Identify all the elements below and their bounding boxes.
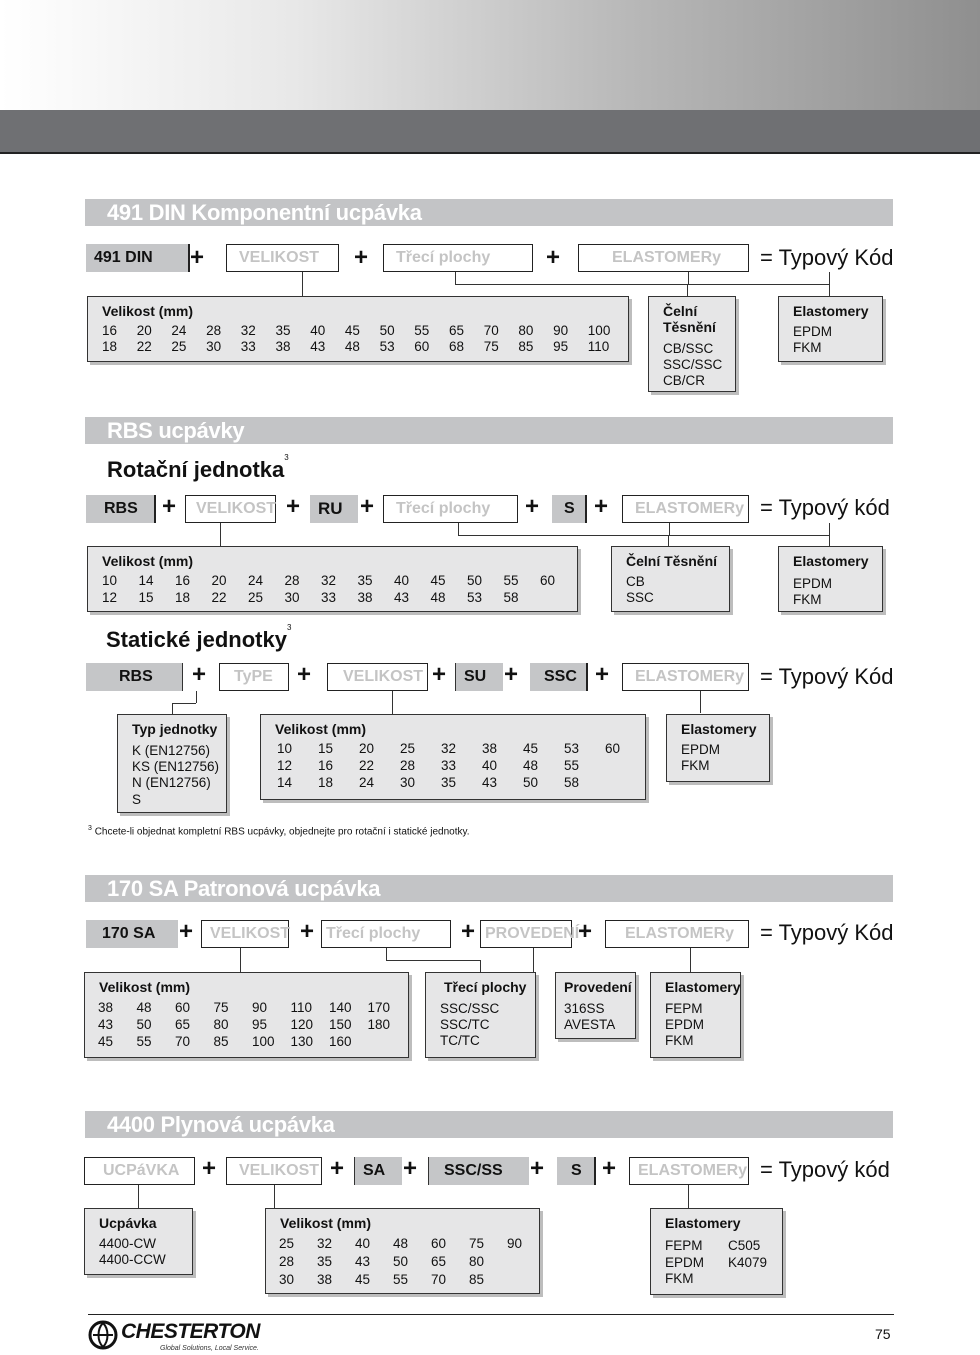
list-item: FKM <box>665 1033 694 1048</box>
type-box <box>117 714 227 813</box>
list-item: EPDM <box>665 1255 705 1270</box>
pill-velikost: VELIKOST <box>226 244 339 272</box>
size-value: 32 <box>321 573 337 588</box>
size-value: 16 <box>318 758 334 773</box>
size-value: 60 <box>431 1236 447 1251</box>
size-value: 16 <box>102 323 118 338</box>
size-value: 25 <box>279 1236 295 1251</box>
section-title-491din: 491 DIN Komponentní ucpávka <box>85 199 893 226</box>
size-value: 25 <box>171 339 187 354</box>
size-value: 170 <box>367 1000 391 1015</box>
size-value: 43 <box>310 339 326 354</box>
list-item: AVESTA <box>564 1017 616 1032</box>
elastomer-box <box>666 714 770 782</box>
size-value: 30 <box>206 339 222 354</box>
footnote-mark: 3 <box>88 825 92 832</box>
pill-velikost: VELIKOST <box>185 495 276 523</box>
plus-sign: + <box>530 1155 545 1182</box>
chesterton-logo-icon <box>88 1320 118 1350</box>
pill-ssc-ss: SSC/SS <box>428 1157 529 1185</box>
result-code: = Typový kód <box>760 1157 890 1182</box>
pill-type: TyPE <box>219 663 289 691</box>
connector <box>386 948 481 961</box>
size-value: 50 <box>523 775 539 790</box>
list-item: SSC <box>626 590 654 605</box>
size-value: 50 <box>393 1254 409 1269</box>
pill-ucpavka: UCPáVKA <box>84 1157 195 1185</box>
footnote <box>88 825 470 837</box>
list-item: S <box>132 792 142 807</box>
size-value: 18 <box>318 775 334 790</box>
size-value: 48 <box>430 590 446 605</box>
plus-sign: + <box>525 493 540 520</box>
connector <box>480 960 481 972</box>
connector <box>458 523 670 536</box>
plus-sign: + <box>300 918 315 945</box>
size-value: 38 <box>275 339 291 354</box>
size-value: 55 <box>136 1034 152 1049</box>
size-value: 75 <box>213 1000 229 1015</box>
plus-sign: + <box>202 1155 217 1182</box>
list-item: 4400-CW <box>99 1236 157 1251</box>
size-box <box>87 546 578 612</box>
box-title: Velikost (mm) <box>275 721 367 737</box>
list-item: TC/TC <box>440 1033 480 1048</box>
size-value: 38 <box>317 1272 333 1287</box>
size-value: 53 <box>467 590 483 605</box>
brand-name: CHESTERTON <box>121 1320 260 1343</box>
size-value: 80 <box>213 1017 229 1032</box>
result-code: = Typový kód <box>760 495 890 520</box>
size-value: 43 <box>98 1017 114 1032</box>
plus-sign: + <box>602 1155 617 1182</box>
size-value: 180 <box>367 1017 391 1032</box>
size-value: 55 <box>564 758 580 773</box>
size-value: 18 <box>102 339 118 354</box>
box-title: Provedení <box>564 979 632 995</box>
pill-rbs: RBS <box>86 663 183 691</box>
size-value: 150 <box>329 1017 352 1032</box>
pill-170sa: 170 SA <box>86 920 178 948</box>
box-title: Třecí plochy <box>444 979 527 995</box>
connector <box>196 691 197 703</box>
size-value: 160 <box>329 1034 352 1049</box>
size-value: 33 <box>240 339 256 354</box>
pill-velikost: VELIKOST <box>327 663 428 691</box>
box-title: Čelní Těsnění <box>626 553 718 569</box>
size-value: 28 <box>284 573 300 588</box>
result-code: = Typový Kód <box>760 245 894 270</box>
size-value: 55 <box>393 1272 409 1287</box>
connector <box>302 272 303 296</box>
size-value: 12 <box>277 758 293 773</box>
pill-treci-plochy: Třecí plochy <box>321 920 451 948</box>
size-value: 22 <box>211 590 227 605</box>
result-code: = Typový Kód <box>760 664 894 689</box>
list-item: SSC/SSC <box>663 357 723 372</box>
connector <box>690 948 691 972</box>
size-value: 100 <box>587 323 611 338</box>
subtitle-text: Rotační jednotka <box>107 457 285 482</box>
size-value: 14 <box>138 573 154 588</box>
plus-sign: + <box>546 244 561 271</box>
size-value: 35 <box>357 573 373 588</box>
pill-su: SU <box>455 663 503 691</box>
header-bar <box>0 110 980 154</box>
plus-sign: + <box>578 918 593 945</box>
size-value: 75 <box>469 1236 485 1251</box>
size-value: 22 <box>359 758 375 773</box>
size-value: 80 <box>518 323 534 338</box>
size-value: 58 <box>503 590 519 605</box>
list-item: FKM <box>665 1271 694 1286</box>
size-box <box>84 972 409 1058</box>
pill-491din: 491 DIN <box>86 244 188 272</box>
subtitle-static <box>106 623 292 653</box>
size-value: 50 <box>467 573 483 588</box>
list-item: CB <box>626 574 645 589</box>
box-title: Čelní <box>663 303 698 319</box>
list-item: SSC/SSC <box>440 1001 500 1016</box>
plus-sign: + <box>360 493 375 520</box>
pill-velikost: VELIKOST <box>226 1157 322 1185</box>
plus-sign: + <box>286 493 301 520</box>
size-value: 32 <box>317 1236 333 1251</box>
size-value: 48 <box>344 339 360 354</box>
pill-s: S <box>557 1157 594 1185</box>
size-value: 45 <box>98 1034 114 1049</box>
connector <box>668 535 669 546</box>
size-value: 55 <box>503 573 519 588</box>
connector <box>274 1185 275 1208</box>
plus-sign: + <box>179 918 194 945</box>
pill-sa: SA <box>354 1157 402 1185</box>
size-value: 43 <box>482 775 498 790</box>
subtitle-rotary <box>107 453 289 483</box>
size-value: 15 <box>318 741 334 756</box>
box-title: Elastomery <box>665 979 741 995</box>
list-item: CB/CR <box>663 373 706 388</box>
list-item: EPDM <box>793 576 833 591</box>
list-item: EPDM <box>681 742 721 757</box>
size-value: 28 <box>206 323 222 338</box>
size-value: 28 <box>400 758 416 773</box>
pill-rbs: RBS <box>86 495 154 523</box>
box-title: Typ jednotky <box>132 721 218 737</box>
size-value: 90 <box>553 323 569 338</box>
size-value: 35 <box>275 323 291 338</box>
size-value: 43 <box>394 590 410 605</box>
box-title: Velikost (mm) <box>99 979 191 995</box>
size-value: 120 <box>290 1017 314 1032</box>
section-title-4400: 4400 Plynová ucpávka <box>85 1111 893 1138</box>
connector <box>829 523 830 546</box>
size-value: 22 <box>136 339 152 354</box>
pill-ru: RU <box>310 495 358 523</box>
list-item: FEPM <box>665 1238 703 1253</box>
box-title: Ucpávka <box>99 1215 157 1231</box>
plus-sign: + <box>504 661 519 688</box>
pill-elastomery: ELASTOMERy <box>622 495 749 523</box>
box-title: Elastomery <box>681 721 757 737</box>
face-box <box>425 972 536 1058</box>
size-value: 32 <box>441 741 457 756</box>
size-value: 85 <box>518 339 534 354</box>
box-title: Elastomery <box>793 303 869 319</box>
list-item: FKM <box>793 340 822 355</box>
plus-sign: + <box>354 244 369 271</box>
execution-box <box>555 972 636 1039</box>
list-item: SSC/TC <box>440 1017 490 1032</box>
connector <box>829 272 830 296</box>
list-item: FEPM <box>665 1001 703 1016</box>
size-value: 30 <box>400 775 416 790</box>
size-value: 18 <box>175 590 191 605</box>
size-value: 70 <box>483 323 499 338</box>
subtitle-text: Statické jednotky <box>106 627 287 652</box>
size-value: 30 <box>279 1272 295 1287</box>
face-seal-box <box>648 296 736 392</box>
size-value: 20 <box>136 323 152 338</box>
size-value: 32 <box>240 323 256 338</box>
size-value: 45 <box>355 1272 371 1287</box>
elastomer-box <box>650 972 741 1058</box>
elastomer-box <box>778 296 883 362</box>
box-title: Velikost (mm) <box>102 303 194 319</box>
connector <box>687 284 829 285</box>
size-value: 90 <box>507 1236 523 1251</box>
footer-rule <box>88 1314 894 1315</box>
size-value: 15 <box>138 590 154 605</box>
size-value: 35 <box>317 1254 333 1269</box>
box-title: Těsnění <box>663 319 716 335</box>
plus-sign: + <box>162 493 177 520</box>
pill-treci-plochy: Třecí plochy <box>383 244 533 272</box>
size-value: 40 <box>355 1236 371 1251</box>
size-value: 20 <box>359 741 375 756</box>
footnote-text: Chcete-li objednat kompletní RBS ucpávky, objednejte pro rotační i statické jednotky. <box>94 826 470 838</box>
size-value: 50 <box>379 323 395 338</box>
size-value: 58 <box>564 775 580 790</box>
plus-sign: + <box>461 918 476 945</box>
size-value: 110 <box>290 1000 313 1015</box>
size-value: 50 <box>136 1017 152 1032</box>
size-value: 14 <box>277 775 293 790</box>
size-value: 53 <box>564 741 580 756</box>
size-value: 70 <box>431 1272 447 1287</box>
connector <box>455 272 689 285</box>
result-code: = Typový Kód <box>760 920 894 945</box>
size-value: 43 <box>355 1254 371 1269</box>
plus-sign: + <box>594 493 609 520</box>
plus-sign: + <box>432 661 447 688</box>
size-value: 48 <box>523 758 539 773</box>
size-box <box>265 1208 540 1294</box>
size-value: 25 <box>248 590 264 605</box>
elastomer-box <box>778 546 883 612</box>
connector <box>240 948 241 972</box>
size-value: 110 <box>587 339 610 354</box>
pill-elastomery: ELASTOMERy <box>629 1157 749 1185</box>
size-value: 60 <box>414 339 430 354</box>
size-value: 40 <box>310 323 326 338</box>
size-value: 38 <box>482 741 498 756</box>
plus-sign: + <box>297 661 312 688</box>
pill-elastomery: ELASTOMERy <box>578 244 749 272</box>
size-box <box>260 714 646 800</box>
pill-ssc: SSC <box>530 663 586 691</box>
box-title: Velikost (mm) <box>102 553 194 569</box>
seal-box <box>84 1208 193 1275</box>
page-number: 75 <box>875 1326 891 1342</box>
size-value: 95 <box>252 1017 268 1032</box>
connector <box>220 523 221 546</box>
size-value: 38 <box>357 590 373 605</box>
pill-velikost: VELIKOST <box>201 920 289 948</box>
size-value: 80 <box>469 1254 485 1269</box>
list-item: EPDM <box>665 1017 705 1032</box>
size-value: 60 <box>540 573 556 588</box>
plus-sign: + <box>403 1155 418 1182</box>
box-title: Elastomery <box>793 553 869 569</box>
size-value: 24 <box>248 573 264 588</box>
header-gradient <box>0 0 980 110</box>
list-item: C505 <box>728 1238 761 1253</box>
size-value: 55 <box>414 323 430 338</box>
size-value: 24 <box>359 775 375 790</box>
list-item: FKM <box>793 592 822 607</box>
size-value: 60 <box>605 741 621 756</box>
size-value: 28 <box>279 1254 295 1269</box>
size-value: 33 <box>321 590 337 605</box>
size-value: 70 <box>175 1034 191 1049</box>
plus-sign: + <box>190 244 205 271</box>
brand-tagline: Global Solutions, Local Service. <box>160 1345 259 1352</box>
elastomer-box <box>650 1208 783 1295</box>
list-item: 316SS <box>564 1001 605 1016</box>
size-value: 85 <box>213 1034 229 1049</box>
size-value: 12 <box>102 590 118 605</box>
list-item: FKM <box>681 758 710 773</box>
list-item: EPDM <box>793 324 833 339</box>
footnote-mark: 3 <box>286 623 292 632</box>
plus-sign: + <box>192 661 207 688</box>
box-title: Elastomery <box>665 1215 741 1231</box>
pill-s: S <box>552 495 585 523</box>
connector <box>392 691 393 715</box>
plus-sign: + <box>595 661 610 688</box>
size-value: 30 <box>284 590 300 605</box>
size-value: 130 <box>290 1034 314 1049</box>
footnote-mark: 3 <box>284 453 289 462</box>
size-value: 140 <box>329 1000 352 1015</box>
size-value: 40 <box>482 758 498 773</box>
pill-elastomery: ELASTOMERy <box>622 663 749 691</box>
size-value: 38 <box>98 1000 114 1015</box>
list-item: K4079 <box>728 1255 768 1270</box>
size-value: 100 <box>252 1034 275 1049</box>
size-value: 10 <box>102 573 118 588</box>
size-value: 68 <box>449 339 465 354</box>
face-seal-box <box>611 546 730 612</box>
size-value: 45 <box>344 323 360 338</box>
plus-sign: + <box>330 1155 345 1182</box>
size-value: 65 <box>449 323 465 338</box>
connector <box>138 1185 139 1208</box>
size-value: 65 <box>175 1017 191 1032</box>
size-value: 65 <box>431 1254 447 1269</box>
connector <box>668 535 829 536</box>
size-value: 33 <box>441 758 457 773</box>
connector <box>700 691 701 713</box>
connector <box>687 272 829 284</box>
size-value: 95 <box>553 339 569 354</box>
size-value: 45 <box>430 573 446 588</box>
list-item: CB/SSC <box>663 341 714 356</box>
size-value: 10 <box>277 741 293 756</box>
size-value: 40 <box>394 573 410 588</box>
size-value: 24 <box>171 323 187 338</box>
connector <box>688 1185 689 1208</box>
size-value: 48 <box>393 1236 409 1251</box>
pill-treci-plochy: Třecí plochy <box>383 495 518 523</box>
pill-elastomery: ELASTOMERy <box>605 920 749 948</box>
size-value: 45 <box>523 741 539 756</box>
section-title-170sa: 170 SA Patronová ucpávka <box>85 875 893 902</box>
size-value: 20 <box>211 573 227 588</box>
size-value: 60 <box>175 1000 191 1015</box>
connector <box>687 284 688 296</box>
list-item: N (EN12756) <box>132 775 211 790</box>
connector <box>533 948 534 972</box>
size-value: 25 <box>400 741 416 756</box>
section-title-rbs: RBS ucpávky <box>85 417 893 444</box>
size-value: 90 <box>252 1000 268 1015</box>
size-value: 48 <box>136 1000 152 1015</box>
size-value: 16 <box>175 573 191 588</box>
size-value: 75 <box>483 339 499 354</box>
box-title: Velikost (mm) <box>280 1215 372 1231</box>
pill-provedeni: PROVEDENÍ <box>480 920 572 948</box>
size-value: 35 <box>441 775 457 790</box>
list-item: K (EN12756) <box>132 743 211 758</box>
size-value: 85 <box>469 1272 485 1287</box>
connector <box>172 703 196 704</box>
size-value: 53 <box>379 339 395 354</box>
size-box <box>87 296 629 362</box>
list-item: 4400-CCW <box>99 1252 166 1267</box>
list-item: KS (EN12756) <box>132 759 220 774</box>
